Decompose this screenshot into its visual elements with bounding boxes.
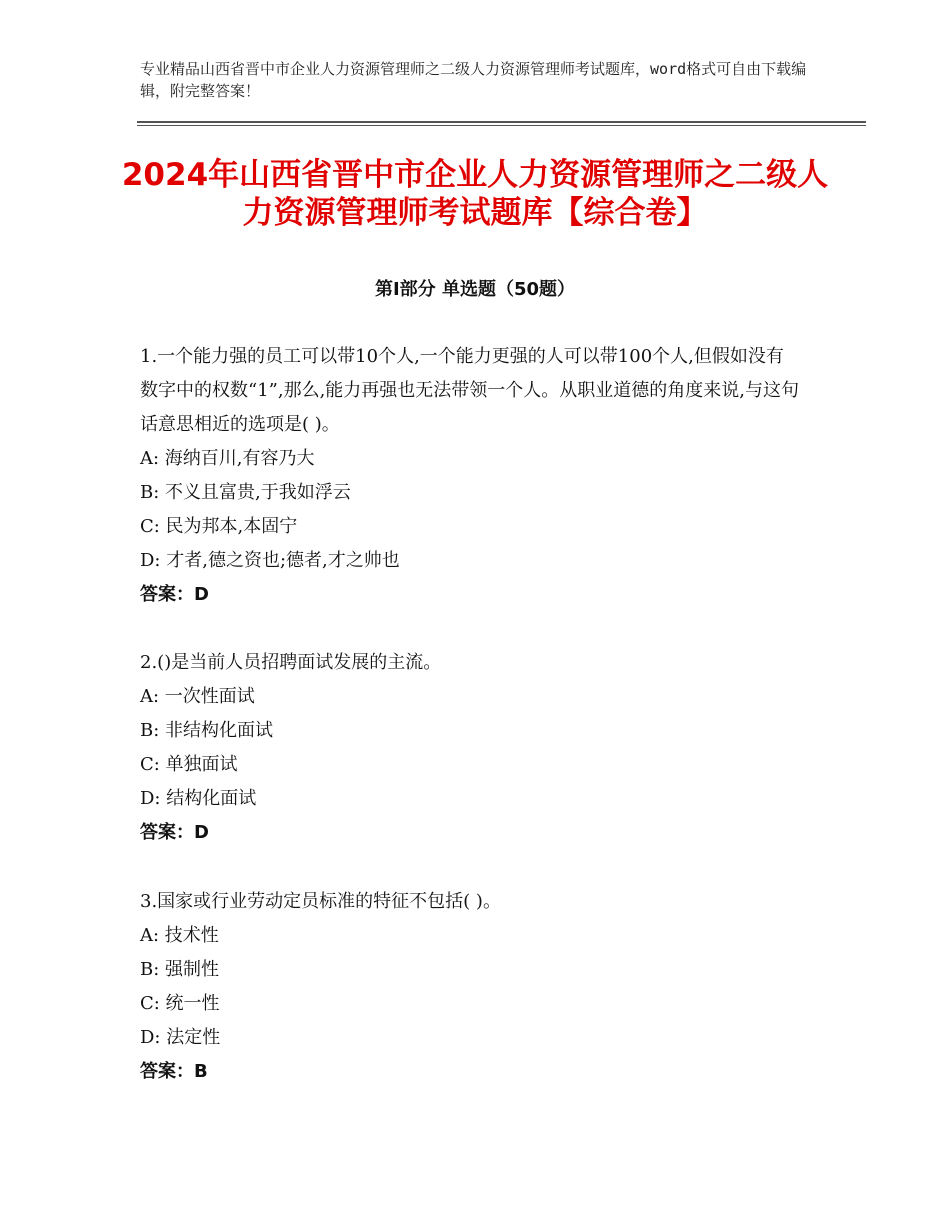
document-title: 2024年山西省晋中市企业人力资源管理师之二级人力资源管理师考试题库【综合卷】 xyxy=(121,157,829,231)
question-3 xyxy=(140,885,800,1089)
question-2 xyxy=(140,646,800,850)
option-a: A: 一次性面试 xyxy=(140,686,255,707)
section-heading: 第Ⅰ部分 单选题（50题） xyxy=(374,279,575,300)
header-divider-thin xyxy=(137,125,866,126)
option-d: D: 法定性 xyxy=(140,1027,221,1048)
answer: 答案：D xyxy=(140,822,209,843)
option-a: A: 技术性 xyxy=(140,925,219,946)
option-d: D: 才者,德之资也;德者,才之帅也 xyxy=(140,550,400,571)
option-b: B: 不义且富贵,于我如浮云 xyxy=(140,482,351,503)
answer: 答案：B xyxy=(140,1061,208,1082)
header-divider-thick xyxy=(137,121,866,123)
option-b: B: 强制性 xyxy=(140,959,220,980)
question-stem: 1.一个能力强的员工可以带10个人,一个能力更强的人可以带100个人,但假如没有数字中的权数“1”,那么,能力再强也无法带领一个人。从职业道德的角度来说,与这句话意思相近的选项是( )。 xyxy=(140,346,800,435)
question-stem: 3.国家或行业劳动定员标准的特征不包括( )。 xyxy=(140,891,501,912)
option-d: D: 结构化面试 xyxy=(140,788,257,809)
question-stem: 2.()是当前人员招聘面试发展的主流。 xyxy=(140,652,442,673)
option-c: C: 单独面试 xyxy=(140,754,238,775)
option-c: C: 统一性 xyxy=(140,993,220,1014)
question-1 xyxy=(140,340,800,612)
option-a: A: 海纳百川,有容乃大 xyxy=(140,448,315,469)
header-note: 专业精品山西省晋中市企业人力资源管理师之二级人力资源管理师考试题库，word格式可自由下载编辑，附完整答案！ xyxy=(140,60,807,100)
option-c: C: 民为邦本,本固宁 xyxy=(140,516,298,537)
option-b: B: 非结构化面试 xyxy=(140,720,274,741)
answer: 答案：D xyxy=(140,584,209,605)
